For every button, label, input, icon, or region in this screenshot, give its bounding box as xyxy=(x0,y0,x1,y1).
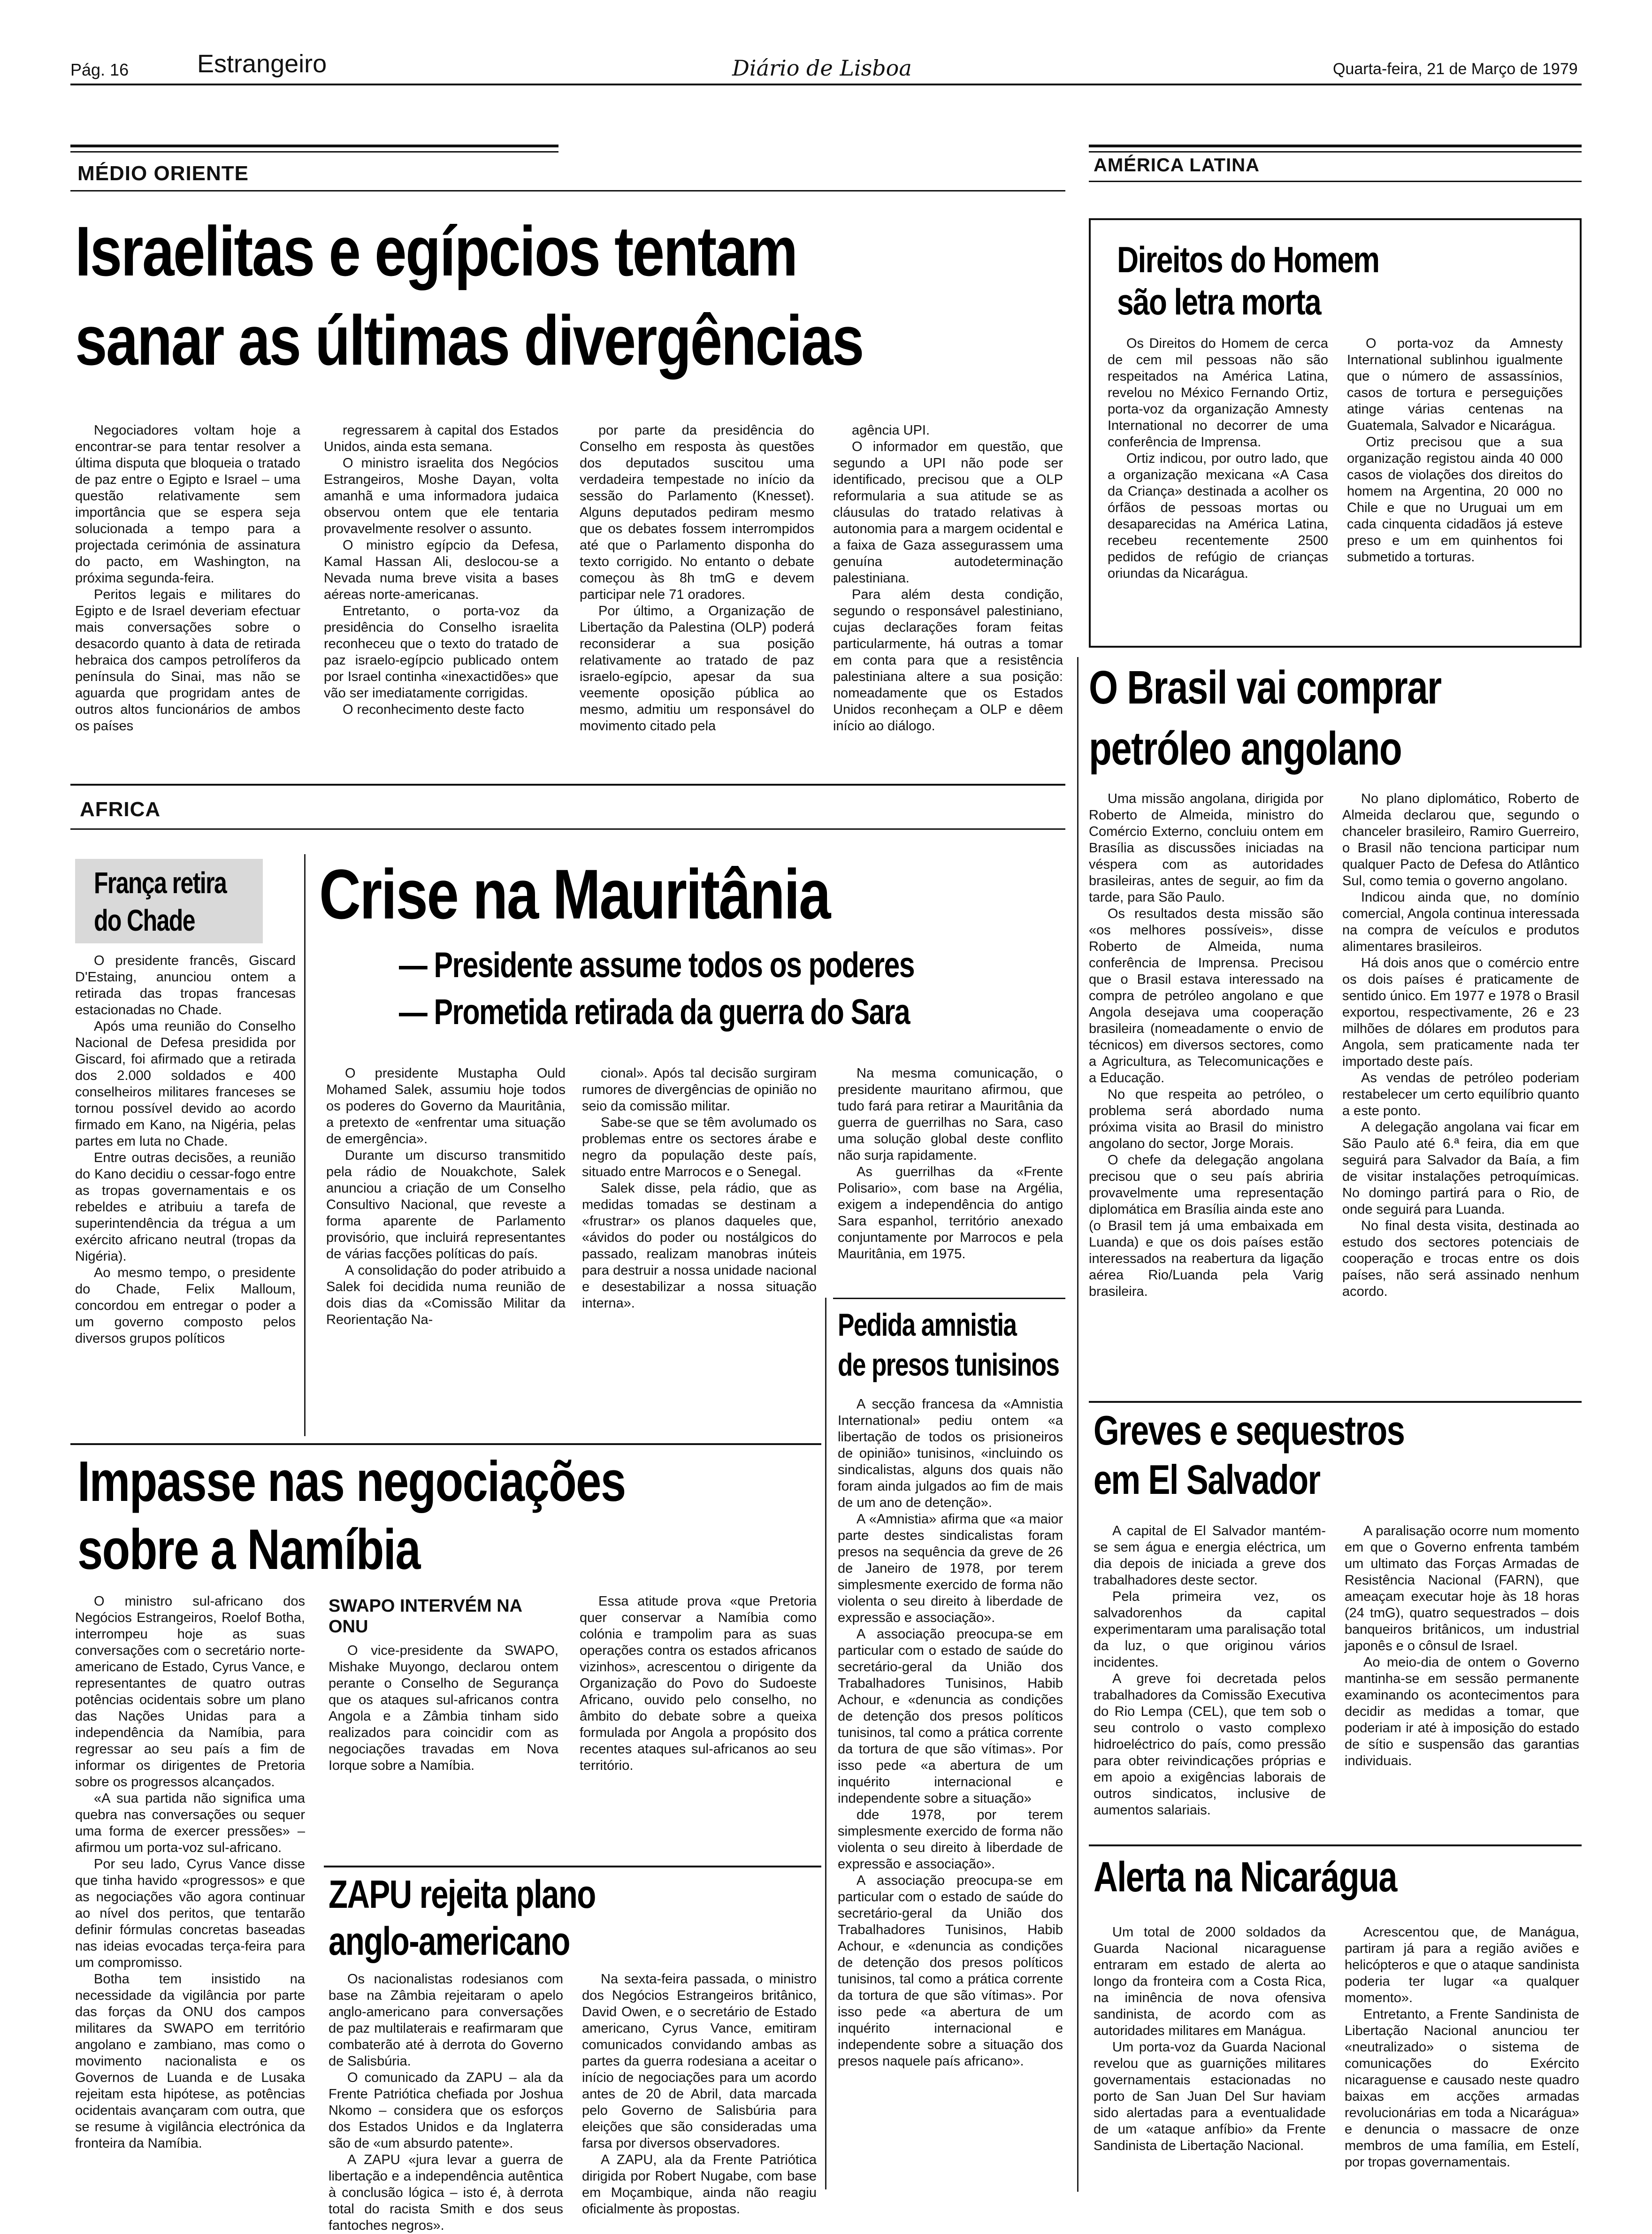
mauritania-subheadline-2: — Prometida retirada da guerra do Sara xyxy=(399,992,910,1032)
tunisia-divider xyxy=(825,1298,826,2189)
direitos-headline-line1: Direitos do Homem xyxy=(1117,239,1379,280)
salvador-headline-line1: Greves e sequestros xyxy=(1094,1407,1405,1454)
tunisia-headline-line1: Pedida amnistia xyxy=(838,1307,1017,1343)
direitos-column-1: Os Direitos do Homem de cerca de cem mil pessoas não são respeitados na América Latina, revelou no México Fernando Ortiz, porta-voz da organização Amnesty International no decorrer de uma conferência de Imprensa. Ortiz indicou, por outro lado, que a organização mexicana «A Casa da Criança» destinada a acolher os órfãos de pessoas mortas ou desaparecidas na América Latina, recebeu recentemente 2500 pedidos de refúgio de crianças oriundas da Nicarágua. xyxy=(1108,336,1328,581)
tunisia-article: A secção francesa da «Amnistia International» pediu ontem «a libertação de todos os prisioneiros de opinião» tunisinos, «incluindo os sindicalistas, alguns dos quais não foram ainda julgados ao fim de mais de um ano de detenção». A «Amnistia» afirma que «a maior parte destes sindicalistas foram presos na sequência da greve de 26 de Janeiro de 1978, por terem simplesmente exercido de forma não violenta o seu direito à liberdade de expressão e associação». A associação preocupa-se em particular com o estado de saúde do secretário-geral da União dos Trabalhadores Tunisinos, Habib Achour, e «denuncia as condições de detenção dos presos políticos tunisinos, tal como a prática corrente da tortura de que são vítimas». Por isso pede «a abertura de um inquérito internacional e independente sobre a situação» dde 1978, por terem simplesmente exercido de forma não violenta o seu direito à liberdade de expressão e associação». A associação preocupa-se em particular com o estado de saúde do secretário-geral da União dos Trabalhadores Tunisinos, Habib Achour, e «denuncia as condições de detenção dos presos políticos tunisinos, tal como a prática corrente da tortura de que são vítimas». Por isso pede «a abertura de um inquérito internacional e independente sobre a situação dos presos naquele país africano». xyxy=(838,1397,1063,2069)
brasil-bottom-rule xyxy=(1089,1401,1582,1403)
africa-rule-bottom xyxy=(70,828,1065,830)
zapu-column-2: Na sexta-feira passada, o ministro dos Negócios Estrangeiros britânico, David Owen, e o secretário de Estado americano, Cyrus Vance, emitiram comunicados convidando ambas as partes da guerra rodesiana a aceitar o início de negociações para um acordo antes de 20 de Abril, data marcada pelo Governo de Salisbúria para eleições que são consideradas uma farsa por diversos observadores. A ZAPU, ala da Frente Patriótica dirigida por Robert Nugabe, com base em Moçambique, ainda não reagiu oficialmente às propostas. xyxy=(582,1972,817,2217)
header-date: Quarta-feira, 21 de Março de 1979 xyxy=(1333,60,1578,78)
america-latina-rule-top2 xyxy=(1089,151,1582,153)
header-section: Estrangeiro xyxy=(197,50,327,78)
salvador-column-2: A paralisação ocorre num momento em que o Governo enfrenta também um ultimato das Forças Armadas de Resistência Nacional (FARN), que ameaçam executar hoje às 18 horas (24 tmG), quatro sequestrados – dois banqueiros britânicos, um industrial japonês e o cônsul de Israel. Ao meio-dia de ontem o Governo mantinha-se em sessão permanente examinando os acontecimentos para decidir as medidas a tomar, que poderiam ir até à imposição do estado de sítio e suspensão das garantias individuais. xyxy=(1345,1523,1579,1768)
chade-headline-line2: do Chade xyxy=(94,903,195,937)
chade-headline-line1: França retira xyxy=(94,866,227,900)
medio-oriente-section-label: MÉDIO ORIENTE xyxy=(77,162,249,185)
medio-oriente-rule-top2 xyxy=(70,151,558,153)
africa-rule-top xyxy=(70,784,1065,786)
brasil-column-2: No plano diplomático, Roberto de Almeida declarou que, segundo o chanceler brasileiro, Ramiro Guerreiro, o Brasil não tenciona participar num qualquer Pacto de Defesa do Atlântico Sul, como temia o governo angolano. Indicou ainda que, no domínio comercial, Angola continua interessada na compra de veículos e produtos alimentares brasileiros. Há dois anos que o comércio entre os dois países é praticamente de sentido único. Em 1977 e 1978 o Brasil exportou, respectivamente, 26 e 23 milhões de dólares em produtos para Angola, sem praticamente nada ter importado deste país. As vendas de petróleo poderiam restabelecer um certo equilíbrio quanto a este ponto. A delegação angolana vai ficar em São Paulo até 6.ª feira, dia em que seguirá para Salvador da Baía, a fim de visitar instalações petroquímicas. No domingo partirá para o Rio, de onde seguirá para Luanda. No final desta visita, destinada ao estudo dos sectores potenciais de cooperação e trocas entre os dois países, não será assinado nenhum acordo. xyxy=(1342,791,1579,1299)
nicaragua-column-2: Acrescentou que, de Manágua, partiram já para a região aviões e helicópteros e que o ataque sandinista poderia ter lugar «a qualquer momento». Entretanto, a Frente Sandinista de Libertação Nacional anunciou ter «neutralizado» o sistema de comunicações do Exército nicaraguense e causado neste quadro baixas em acções armadas revolucionárias em toda a Nicarágua» e denuncia o massacre de onze membros de uma família, em Estelí, por tropas governamentais. xyxy=(1345,1925,1579,2170)
medio-oriente-column-2: regressarem à capital dos Estados Unidos, ainda esta semana. O ministro israelita dos Negócios Estrangeiros, Moshe Dayan, volta amanhã e uma informadora judaica observou ontem que ele tentaria provavelmente resolver o assunto. O ministro egípcio da Defesa, Kamal Hassan Ali, deslocou-se a Nevada numa breve visita a bases aéreas norte-americanas. Entretanto, o porta-voz da presidência do Conselho israelita reconheceu que o texto do tratado de paz israelo-egípcio publicado ontem por Israel continha «inexactidões» que vão ser imediatamente corrigidas. O reconhecimento deste facto xyxy=(324,423,558,717)
america-latina-rule-top xyxy=(1089,145,1582,147)
zapu-rule-top xyxy=(324,1866,821,1867)
tunisia-rule-top xyxy=(833,1298,1065,1299)
header-newspaper-name: Diário de Lisboa xyxy=(732,55,912,81)
namibia-column-3: Essa atitude prova «que Pretoria quer conservar a Namíbia como colónia e trampolim para as suas operações contra os estados africanos vizinhos», acrescentou o dirigente da Organização do Povo do Sudoeste Africano, ouvido pelo conselho, no âmbito do debate sobre a queixa formulada por Angola a propósito dos recentes ataques sul-africanos ao seu território. xyxy=(580,1594,817,1773)
namibia-column-1: O ministro sul-africano dos Negócios Estrangeiros, Roelof Botha, interrompeu hoje as suas conversações com o secretário norte-americano de Estado, Cyrus Vance, e representantes de quatro outras potências ocidentais sobre um plano das Nações Unidas para a independência da Namíbia, para regressar ao seu país a fim de informar os dirigentes de Pretoria sobre os progressos alcançados. «A sua partida não significa uma quebra nas conversações ou sequer uma forma de exercer pressões» – afirmou um porta-voz sul-africano. Por seu lado, Cyrus Vance disse que tinha havido «progressos» e que as negociações vão agora continuar ao nível dos peritos, que tentarão definir fórmulas concretas baseadas nas ideias evocadas terça-feira para um compromisso. Botha tem insistido na necessidade da vigilância por parte das forças da ONU dos campos militares da SWAPO em território angolano e zambiano, mas como o movimento nacionalista e os Governos de Luanda e de Lusaka rejeitam esta hipótese, as potências ocidentais avançaram com outra, que se resume à vigilância electrónica da fronteira da Namíbia. xyxy=(75,1594,305,2151)
brasil-headline-line2: petróleo angolano xyxy=(1089,722,1402,775)
africa-section-label: AFRICA xyxy=(80,798,161,821)
salvador-bottom-rule xyxy=(1089,1844,1582,1846)
direitos-headline-line2: são letra morta xyxy=(1117,281,1321,322)
salvador-headline-line2: em El Salvador xyxy=(1094,1456,1320,1503)
medio-oriente-column-1: Negociadores voltam hoje a encontrar-se para tentar resolver a última disputa que bloqueia o tratado de paz entre o Egipto e Israel – uma questão relativamente sem importância que se espera seja solucionada a tempo para a projectada cerimónia de assinatura do pacto, em Washington, na próxima segunda-feira. Peritos legais e militares do Egipto e de Israel deveriam efectuar mais conversações sobre o desacordo quanto à data de retirada hebraica dos campos petrolíferos da península do Sinai, mas não se aguarda que progridam antes de outros altos funcionários de ambos os países xyxy=(75,423,300,734)
swapo-subheadline: SWAPO INTERVÉM NA ONU xyxy=(329,1596,522,1637)
tunisia-headline-line2: de presos tunisinos xyxy=(838,1347,1059,1383)
mauritania-column-2: cional». Após tal decisão surgiram rumores de divergências de opinião no seio da comissão militar. Sabe-se que se têm avolumado os problemas entre os sectores árabe e negro da população deste país, situado entre Marrocos e o Senegal. Salek disse, pela rádio, que as medidas tomadas se destinam a «frustrar» os planos daqueles que, «ávidos do poder ou nostálgicos do passado, realizam manobras inúteis para destruir a nossa unidade nacional e desestabilizar a nossa situação interna». xyxy=(582,1066,817,1311)
direitos-column-2: O porta-voz da Amnesty International sublinhou igualmente que o número de assassínios, casos de tortura e perseguições atinge várias centenas na Guatemala, Salvador e Nicarágua. Ortiz precisou que a sua organização registou ainda 40 000 casos de violações dos direitos do homem na Argentina, 20 000 no Chile e que no Uruguai um em cada cinquenta cidadãos já esteve preso e um em quinhentos foi submetido a torturas. xyxy=(1347,336,1563,565)
zapu-column-1: Os nacionalistas rodesianos com base na Zâmbia rejeitaram o apelo anglo-americano para conversações de paz multilaterais e reafirmaram que combaterão até à derrota do Governo de Salisbúria. O comunicado da ZAPU – ala da Frente Patriótica chefiada por Joshua Nkomo – considera que os esforços dos Estados Unidos e da Inglaterra são de «um absurdo patente». A ZAPU «jura levar a guerra de libertação e a independência autêntica à conclusão lógica – isto é, à derrota total do racista Smith e dos seus fantoches negros». xyxy=(329,1972,563,2233)
zapu-headline-line1: ZAPU rejeita plano xyxy=(329,1872,596,1916)
medio-oriente-rule-bottom xyxy=(70,190,1065,191)
medio-oriente-column-3: por parte da presidência do Conselho em resposta às questões dos deputados suscitou uma verdadeira tempestade no início da sessão do Parlamento (Knesset). Alguns deputados pediram mesmo que os debates fossem interrompidos até que o Parlamento disponha do texto corrigido. No entanto o debate começou às 8h tmG e devem participar nele 71 oradores. Por último, a Organização de Libertação da Palestina (OLP) poderá reconsiderar a sua posição relativamente ao tratado de paz israelo-egípcio, apesar da sua veemente oposição pública ao mesmo, admitiu um responsável do movimento citado pela xyxy=(580,423,814,734)
namibia-headline-line1: Impasse nas negociações xyxy=(77,1449,626,1513)
zapu-headline-line2: anglo-americano xyxy=(329,1919,570,1963)
brasil-column-1: Uma missão angolana, dirigida por Roberto de Almeida, ministro do Comércio Externo, concluiu ontem em Brasília as discussões iniciadas na véspera com as autoridades brasileiras, antes de seguir, ao fim da tarde, para São Paulo. Os resultados desta missão são «os melhores possíveis», disse Roberto de Almeida, numa conferência de Imprensa. Precisou que o Brasil estava interessado na compra de petróleo angolano e que Angola desejava uma cooperação brasileira (nomeadamente o envio de técnicos) em diversos sectores, como a Agricultura, as Telecomunicações e a Educação. No que respeita ao petróleo, o problema será abordado numa próxima visita ao Brasil do ministro angolano do sector, Jorge Morais. O chefe da delegação angolana precisou que o seu país abriria provavelmente uma representação diplomática em Brasília ainda este ano (o Brasil tem já uma embaixada em Luanda) e que os dois países estão interessados na reabertura da ligação aérea Rio/Luanda pela Varig brasileira. xyxy=(1089,791,1323,1299)
nicaragua-column-1: Um total de 2000 soldados da Guarda Nacional nicaraguense entraram em estado de alerta ao longo da fronteira com a Costa Rica, na iminência de nova ofensiva sandinista, de acordo com as autoridades militares em Manágua. Um porta-voz da Guarda Nacional revelou que as guarnições militares governamentais estacionadas no porto de San Juan Del Sur haviam sido alertadas para a eventualidade de um «ataque anfíbio» da Frente Sandinista de Libertação Nacional. xyxy=(1094,1925,1326,2153)
chade-article: O presidente francês, Giscard D'Estaing, anunciou ontem a retirada das tropas francesas estacionadas no Chade. Após uma reunião do Conselho Nacional de Defesa presidida por Giscard, foi afirmado que a retirada dos 2.000 soldados e 400 conselheiros militares franceses se tornou possível devido ao acordo firmado em Kano, na Nigéria, pelas partes em luta no Chade. Entre outras decisões, a reunião do Kano decidiu o cessar-fogo entre as tropas governamentais e os rebeldes e atribuiu a tarefa de superintendência da trégua a um exército africano neutral (tropas da Nigéria). Ao mesmo tempo, o presidente do Chade, Felix Malloum, concordou em entregar o poder a um governo composto pelos diversos grupos políticos xyxy=(75,953,296,1346)
america-latina-section-label: AMÉRICA LATINA xyxy=(1094,155,1260,176)
medio-oriente-headline-line2: sanar as últimas divergências xyxy=(75,301,863,380)
namibia-rule-top xyxy=(70,1443,821,1445)
column-divider-right xyxy=(1077,657,1078,2192)
mauritania-column-1: O presidente Mustapha Ould Mohamed Salek, assumiu hoje todos os poderes do Governo da Mauritânia, a pretexto de «enfrentar uma situação de emergência». Durante um discurso transmitido pela rádio de Nouakchote, Salek anunciou a criação de um Conselho Consultivo Nacional, que reveste a forma aparente de Parlamento provisório, que incluirá representantes de várias facções políticas do país. A consolidação do poder atribuido a Salek foi decidida numa reunião de dois dias da «Comissão Militar da Reorientação Na- xyxy=(326,1066,566,1327)
chade-divider xyxy=(304,854,306,1436)
medio-oriente-rule-top xyxy=(70,145,558,147)
nicaragua-headline: Alerta na Nicarágua xyxy=(1094,1854,1397,1901)
swapo-column: O vice-presidente da SWAPO, Mishake Muyongo, declarou ontem perante o Conselho de Segurança que os ataques sul-africanos contra Angola e a Zâmbia tinham sido realizados para coincidir com as negociações travadas em Nova Iorque sobre a Namíbia. xyxy=(329,1643,558,1773)
medio-oriente-column-4: agência UPI. O informador em questão, que segundo a UPI não pode ser identificado, precisou que a OLP reformularia a sua atitude se as cláusulas do tratado relativas à autonomia para a margem ocidental e a faixa de Gaza assegurassem uma genuína autodeterminação palestiniana. Para além desta condição, segundo o responsável palestiniano, cujas declarações foram feitas particularmente, há outras a tomar em conta para que a resistência palestiniana altere a sua posição: nomeadamente que os Estados Unidos reconheçam a OLP e dêem início ao diálogo. xyxy=(833,423,1063,734)
america-latina-rule-bottom xyxy=(1089,181,1582,182)
medio-oriente-headline-line1: Israelitas e egípcios tentam xyxy=(75,212,797,291)
mauritania-subheadline-1: — Presidente assume todos os poderes xyxy=(399,945,914,985)
namibia-headline-line2: sobre a Namíbia xyxy=(77,1517,420,1581)
brasil-headline-line1: O Brasil vai comprar xyxy=(1089,661,1441,714)
mauritania-headline: Crise na Mauritânia xyxy=(319,855,830,933)
salvador-column-1: A capital de El Salvador mantém-se sem água e energia eléctrica, um dia depois de iniciada a greve dos trabalhadores deste sector. Pela primeira vez, os salvadorenhos da capital experimentaram uma paralisação total da luz, o que originou vários incidentes. A greve foi decretada pelos trabalhadores da Comissão Executiva do Rio Lempa (CEL), que tem sob o seu controlo o vasto complexo hidroeléctrico do país, como pressão para obter reivindicações próprias e em apoio a exigências laborais de outros sindicatos, inclusive de aumentos salariais. xyxy=(1094,1523,1326,1818)
header-page-number: Pág. 16 xyxy=(70,60,129,79)
header-rule xyxy=(70,84,1582,85)
mauritania-column-3: Na mesma comunicação, o presidente mauritano afirmou, que tudo fará para retirar a Mauritânia da guerra de guerrilhas no Sara, caso uma solução global deste conflito não surja rapidamente. As guerrilhas da «Frente Polisario», com base na Argélia, exigem a independência do antigo Sara espanhol, território anexado conjuntamente por Marrocos e pela Mauritânia, em 1975. xyxy=(838,1066,1063,1262)
